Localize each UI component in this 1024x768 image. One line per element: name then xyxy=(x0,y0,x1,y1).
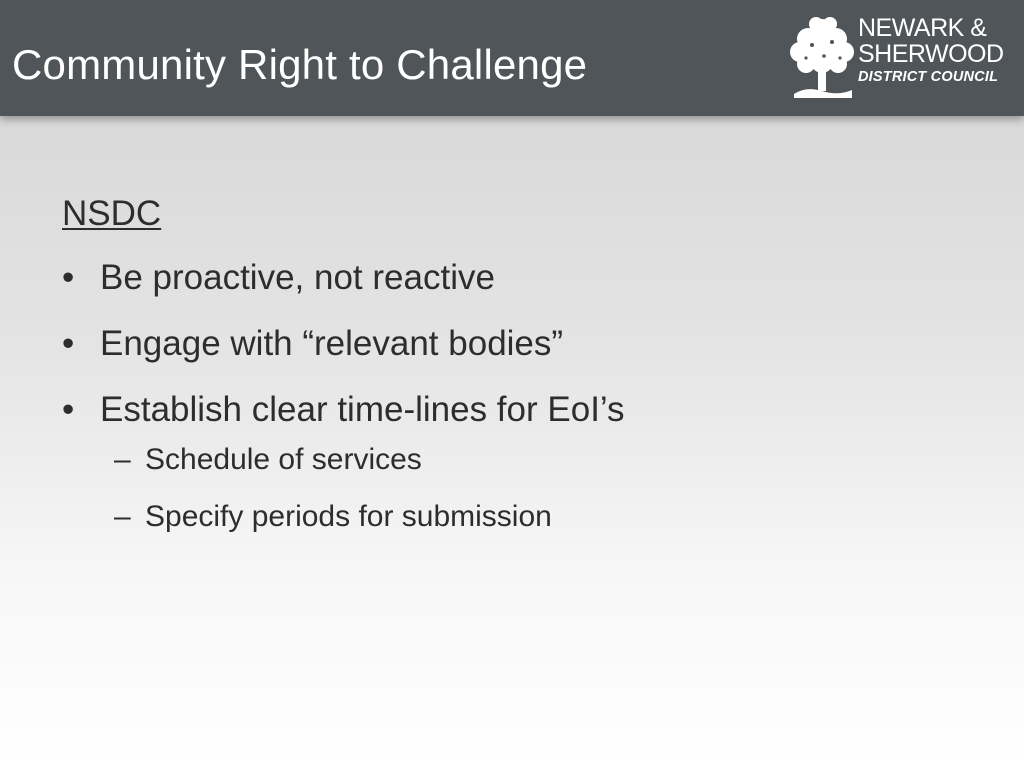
logo-line-3: DISTRICT COUNCIL xyxy=(858,69,999,85)
council-logo xyxy=(786,12,1012,104)
tree-icon xyxy=(786,12,858,102)
bullet-dot: • xyxy=(62,390,75,429)
bullet-dot: • xyxy=(62,324,75,363)
bullet-text: Establish clear time-lines for EoI’s xyxy=(100,390,625,429)
sub-bullet-text: Specify periods for submission xyxy=(145,500,552,533)
bullet-dot: • xyxy=(62,258,75,297)
logo-line-1: NEWARK & xyxy=(858,14,987,42)
sub-bullet-dash: – xyxy=(114,500,131,533)
sub-bullet-dash: – xyxy=(114,443,131,476)
logo-text xyxy=(858,15,1004,87)
sub-bullet-item xyxy=(114,497,625,537)
sub-bullet-item xyxy=(114,440,625,480)
title-bar xyxy=(0,0,1024,116)
bullet-item xyxy=(62,322,625,366)
sub-bullet-text: Schedule of services xyxy=(145,443,422,476)
bullet-item xyxy=(62,388,625,432)
slide-title: Community Right to Challenge xyxy=(12,41,588,88)
logo-line-2: SHERWOOD xyxy=(858,40,1004,68)
bullet-text: Be proactive, not reactive xyxy=(100,258,495,297)
section-heading: NSDC xyxy=(62,194,162,233)
bullet-item xyxy=(62,256,625,300)
bullet-text: Engage with “relevant bodies” xyxy=(100,324,564,363)
slide-body xyxy=(62,192,625,554)
